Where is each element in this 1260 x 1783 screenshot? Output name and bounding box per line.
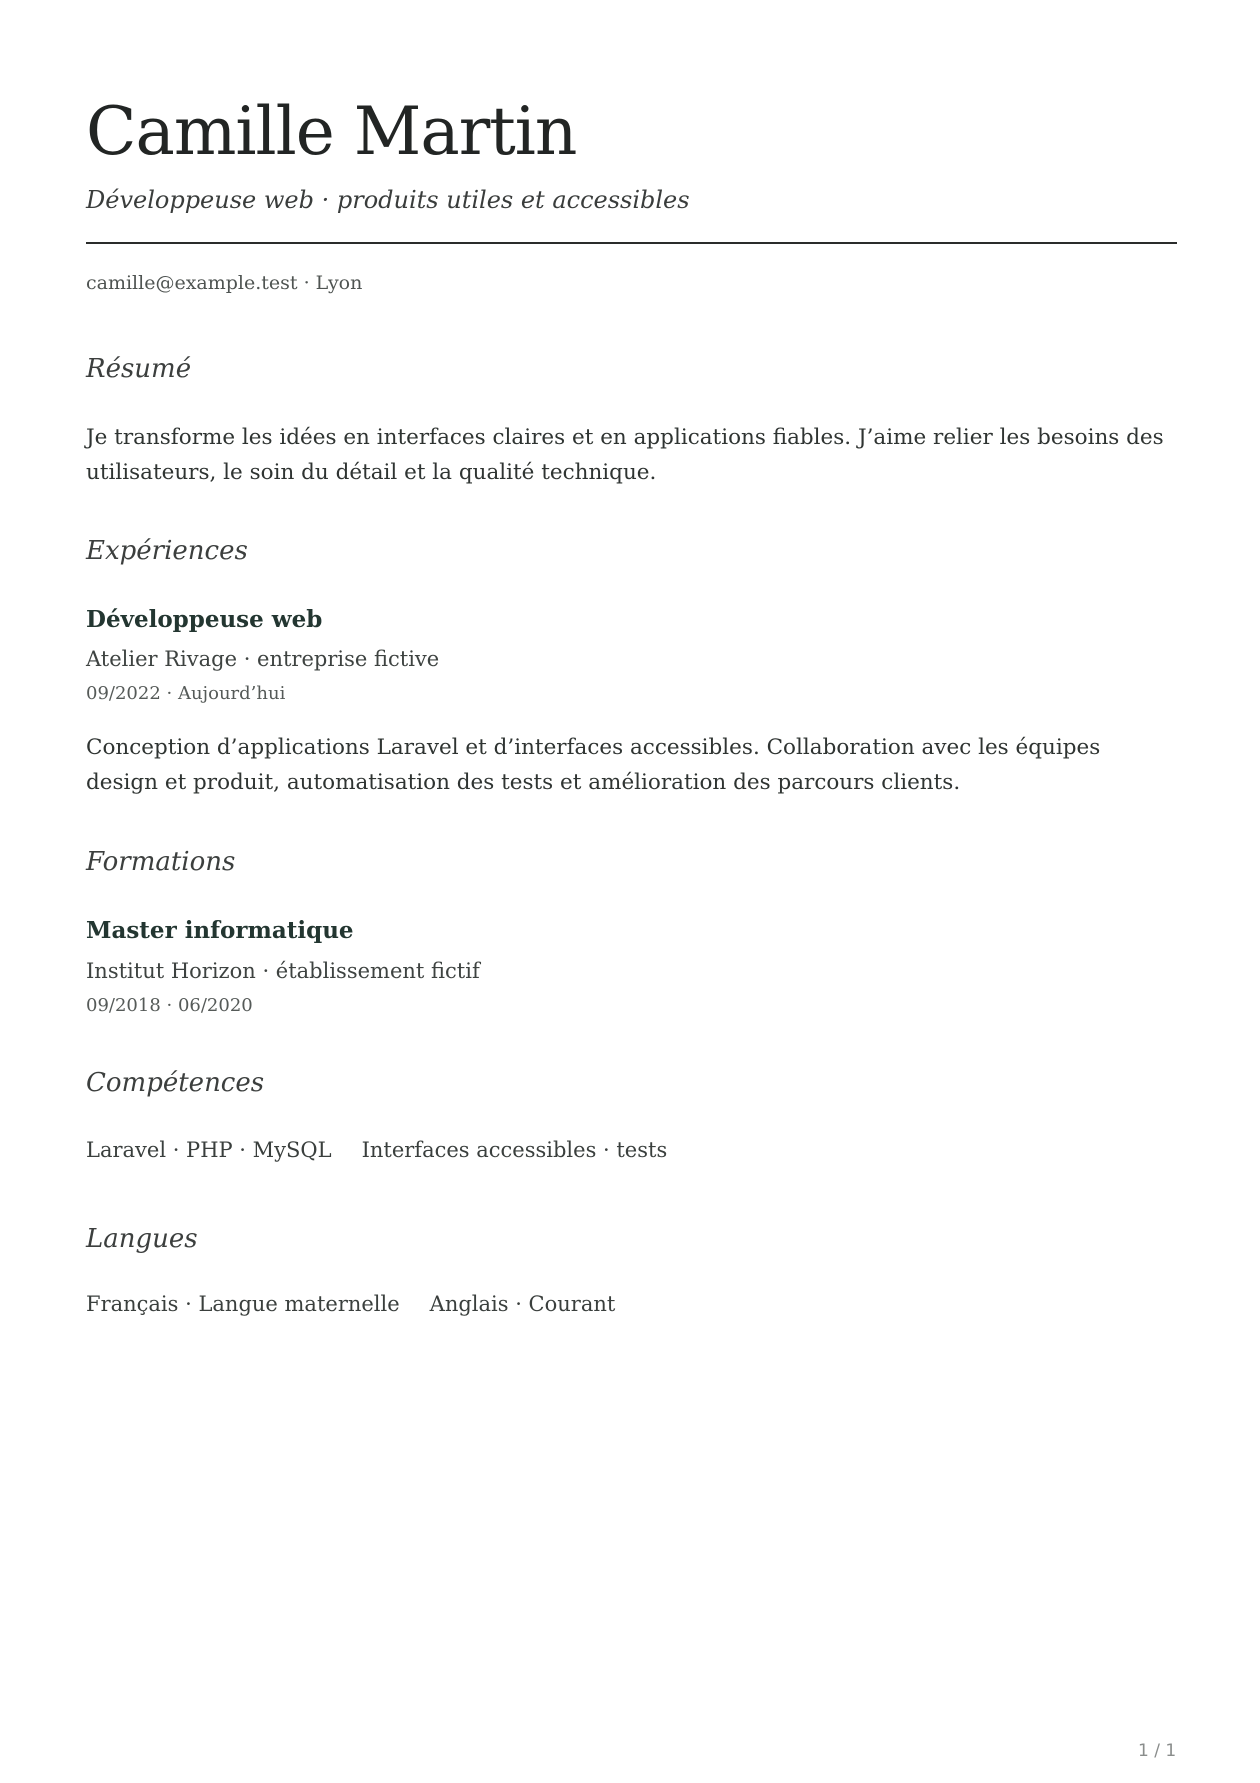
candidate-name: Camille Martin [86,93,577,170]
header-divider [86,242,1177,244]
page-number: 1 / 1 [1138,1741,1177,1761]
education-degree: Master informatique [86,917,354,944]
skill-item: Interfaces accessibles · tests [361,1138,668,1162]
language-item: Français · Langue maternelle [86,1292,400,1316]
experience-role: Développeuse web [86,606,323,633]
section-title-languages: Langues [86,1224,198,1254]
language-item: Anglais · Courant [429,1292,616,1316]
education-dates: 09/2018 · 06/2020 [86,995,253,1016]
section-title-skills: Compétences [86,1068,265,1098]
experience-dates: 09/2022 · Aujourd’hui [86,683,286,704]
section-title-experience: Expériences [86,536,248,566]
skills-list [86,1136,667,1164]
contact-info: camille@example.test · Lyon [86,272,363,294]
experience-description: Conception d’applications Laravel et d’interfaces accessibles. Collaboration avec les équipes design et produit, automatisation des tests et amélioration des parcours clients. [86,735,1101,795]
experience-organization: Atelier Rivage · entreprise fictive [86,647,440,671]
education-organization: Institut Horizon · établissement fictif [86,959,480,983]
languages-list [86,1290,615,1318]
section-title-summary: Résumé [86,354,192,384]
section-title-education: Formations [86,847,236,877]
candidate-tagline: Développeuse web · produits utiles et accessibles [86,186,690,214]
skill-item: Laravel · PHP · MySQL [86,1138,332,1162]
summary-text: Je transforme les idées en interfaces claires et en applications fiables. J’aime relier les besoins des utilisateurs, le soin du détail et la qualité technique. [86,425,1164,485]
